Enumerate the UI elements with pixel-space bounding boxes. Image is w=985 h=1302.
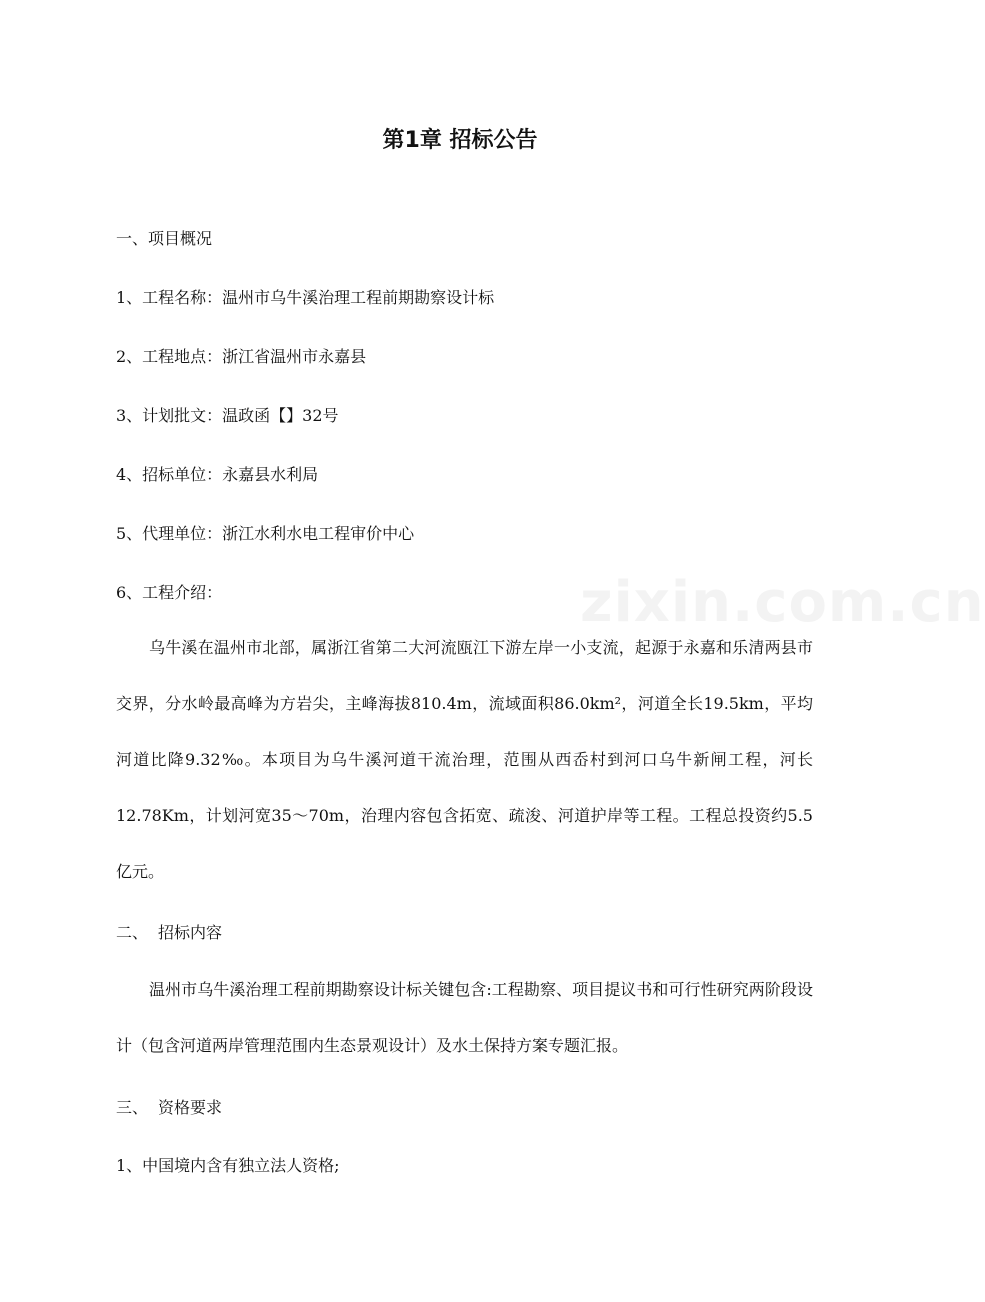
tender-content-paragraph: 温州市乌牛溪治理工程前期勘察设计标关键包含:工程勘察、项目提议书和可行性研究两阶段设计（包含河道两岸管理范围内生态景观设计）及水土保持方案专题汇报。: [116, 980, 813, 1055]
project-intro-paragraph: 乌牛溪在温州市北部，属浙江省第二大河流瓯江下游左岸一小支流，起源于永嘉和乐清两县市交界，分水岭最高峰为方岩尖，主峰海拔810.4m，流域面积86.0km²，河道全长19.5km，平均河道比降9.32‰。本项目为乌牛溪河道干流治理，范围从西岙村到河口乌牛新闸工程，河长12.78Km，计划河宽35～70m，治理内容包含拓宽、疏浚、河道护岸等工程。工程总投资约5.5亿元。: [116, 638, 813, 881]
item-project-name: 1、工程名称：温州市乌牛溪治理工程前期勘察设计标: [116, 288, 495, 307]
section-heading-qualification: [116, 1097, 222, 1119]
item-project-intro-label: 6、工程介绍：: [116, 583, 223, 602]
page-title: 第1章 招标公告: [382, 128, 538, 153]
item-approval-document: 3、计划批文：温政函【】32号: [116, 406, 339, 425]
section-heading-overview: 一、项目概况: [116, 229, 213, 248]
qualification-item-1: 1、中国境内含有独立法人资格;: [116, 1156, 340, 1175]
watermark: zixin.com.cn: [580, 570, 985, 635]
section-number: 三、: [116, 1098, 149, 1117]
section-heading-tender-content: [116, 922, 222, 944]
item-project-location: 2、工程地点：浙江省温州市永嘉县: [116, 347, 367, 366]
section-title: 资格要求: [158, 1098, 223, 1117]
item-tendering-unit: 4、招标单位：永嘉县水利局: [116, 465, 319, 484]
section-number: 二、: [116, 923, 149, 942]
section-title: 招标内容: [158, 923, 223, 942]
item-agency-unit: 5、代理单位：浙江水利水电工程审价中心: [116, 524, 415, 543]
